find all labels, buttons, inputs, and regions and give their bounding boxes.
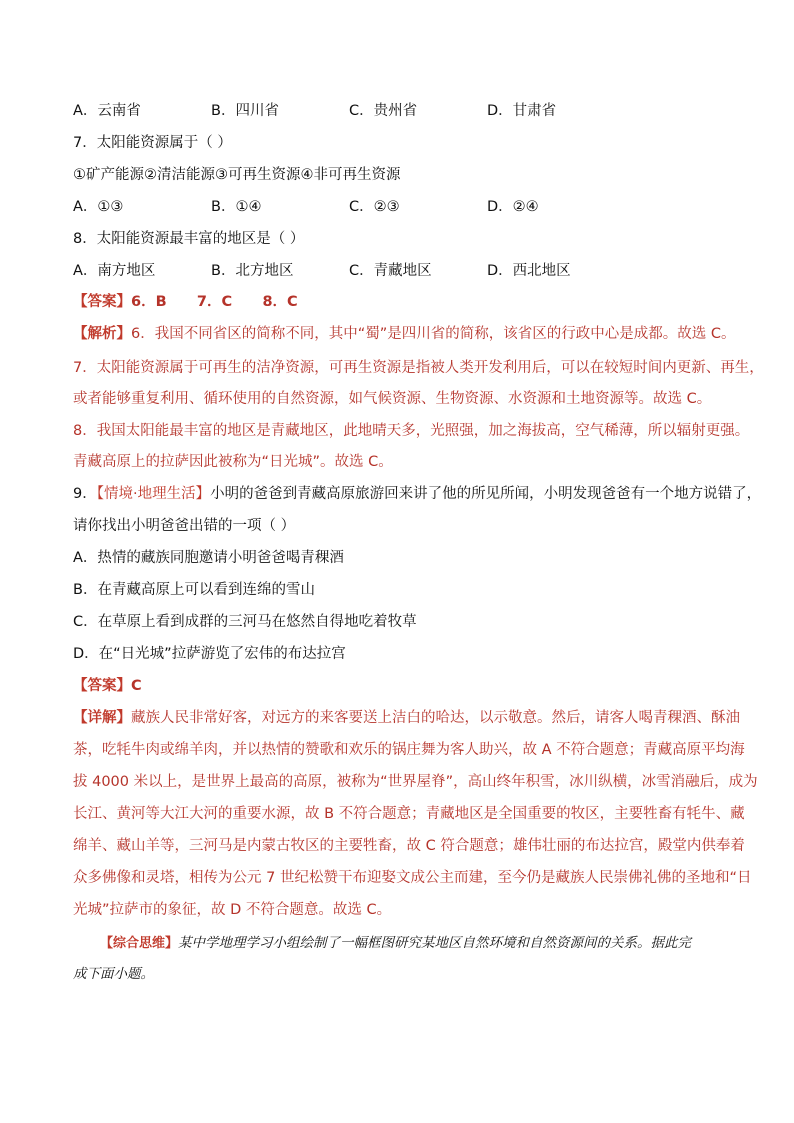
q9-detail-line-1 xyxy=(73,708,740,728)
analysis-line-3: 或者能够重复利用、循环使用的自然资源，如气候资源、生物资源、水资源和土地资源等。故选 C。 xyxy=(73,391,712,407)
q8-option-a: A．南方地区 xyxy=(73,263,156,279)
q9-detail-line-6: 众多佛像和灵塔，相传为公元 7 世纪松赞干布迎娶文成公主而建，至今仍是藏族人民崇佛礼佛的圣地和“日 xyxy=(73,870,752,886)
answer-values: 6．B 7．C 8．C xyxy=(131,294,298,310)
analysis-line-1 xyxy=(73,324,735,344)
q9-stem-line-1 xyxy=(73,484,761,504)
analysis-line-5: 青藏高原上的拉萨因此被称为“日光城”。故选 C。 xyxy=(73,454,393,470)
q9-detail-line-3: 拔 4000 米以上，是世界上最高的高原，被称为“世界屋脊”，高山终年积雪，冰川纵横，冰雪消融后，成为 xyxy=(73,774,758,790)
q9-detail-line-4: 长江、黄河等大江大河的重要水源，故 B 不符合题意；青藏地区是全国重要的牧区，主要牲畜有牦牛、藏 xyxy=(73,806,745,822)
answer-line xyxy=(73,292,298,312)
q9-option-c: C．在草原上看到成群的三河马在悠然自得地吃着牧草 xyxy=(73,614,417,630)
q9-answer-label: 【答案】 xyxy=(73,678,131,694)
synthesis-line-2: 成下面小题。 xyxy=(73,966,154,982)
q9-detail-line-5: 绵羊、藏山羊等，三河马是内蒙古牧区的主要牲畜，故 C 符合题意；雄伟壮丽的布达拉宫，殿堂内供奉着 xyxy=(73,838,745,854)
q7-stem: 7．太阳能资源属于（ ） xyxy=(73,135,232,151)
q9-detail-label: 【详解】 xyxy=(73,710,131,726)
q7-option-d: D．②④ xyxy=(487,199,539,215)
answer-label: 【答案】 xyxy=(73,294,131,310)
q9-stem-text-1: 小明的爸爸到青藏高原旅游回来讲了他的所见所闻，小明发现爸爸有一个地方说错了， xyxy=(210,486,762,502)
q8-stem: 8．太阳能资源最丰富的地区是（ ） xyxy=(73,231,305,247)
q9-detail-line-2: 茶，吃牦牛肉或绵羊肉，并以热情的赞歌和欢乐的锅庄舞为客人助兴，故 A 不符合题意；青藏高原平均海 xyxy=(73,742,745,758)
analysis-text-1: 6．我国不同省区的简称不同，其中“蜀”是四川省的简称，该省区的行政中心是成都。故选 C。 xyxy=(131,326,736,342)
q8-option-b: B．北方地区 xyxy=(211,263,294,279)
q9-answer-line xyxy=(73,676,142,696)
q9-context-tag: 【情境·地理生活】 xyxy=(96,486,211,502)
analysis-line-4: 8．我国太阳能最丰富的地区是青藏地区，此地晴天多，光照强，加之海拔高，空气稀薄，所以辐射更强。 xyxy=(73,423,750,439)
q7-option-c: C．②③ xyxy=(349,199,400,215)
q8-option-c: C．青藏地区 xyxy=(349,263,432,279)
q6-option-a: A．云南省 xyxy=(73,103,141,119)
synthesis-line-1 xyxy=(100,933,691,954)
analysis-line-2: 7．太阳能资源属于可再生的洁净资源，可再生资源是指被人类开发利用后，可以在较短时间内更新、再生， xyxy=(73,360,764,376)
q9-number: 9． xyxy=(73,486,97,502)
synthesis-label: 【综合思维】 xyxy=(100,936,179,951)
q7-option-b: B．①④ xyxy=(211,199,262,215)
q9-option-a: A．热情的藏族同胞邀请小明爸爸喝青稞酒 xyxy=(73,550,344,566)
q6-option-d: D．甘肃省 xyxy=(487,103,557,119)
q6-option-c: C．贵州省 xyxy=(349,103,418,119)
q9-detail-line-7: 光城”拉萨市的象征，故 D 不符合题意。故选 C。 xyxy=(73,902,392,918)
q7-option-a: A．①③ xyxy=(73,199,124,215)
q9-detail-text-1: 藏族人民非常好客，对远方的来客要送上洁白的哈达，以示敬意。然后，请客人喝青稞酒、酥油 xyxy=(131,710,740,726)
synthesis-text-1: 某中学地理学习小组绘制了一幅框图研究某地区自然环境和自然资源间的关系。据此完 xyxy=(178,935,692,951)
q7-choices: ①矿产能源②清洁能源③可再生资源④非可再生资源 xyxy=(73,167,401,183)
q9-stem-line-2: 请你找出小明爸爸出错的一项（ ） xyxy=(73,518,296,534)
q9-option-d: D．在“日光城”拉萨游览了宏伟的布达拉宫 xyxy=(73,646,346,662)
q8-option-d: D．西北地区 xyxy=(487,263,571,279)
q6-option-b: B．四川省 xyxy=(211,103,279,119)
q9-option-b: B．在青藏高原上可以看到连绵的雪山 xyxy=(73,582,315,598)
analysis-label: 【解析】 xyxy=(73,326,131,342)
q9-answer-value: C xyxy=(131,678,142,694)
